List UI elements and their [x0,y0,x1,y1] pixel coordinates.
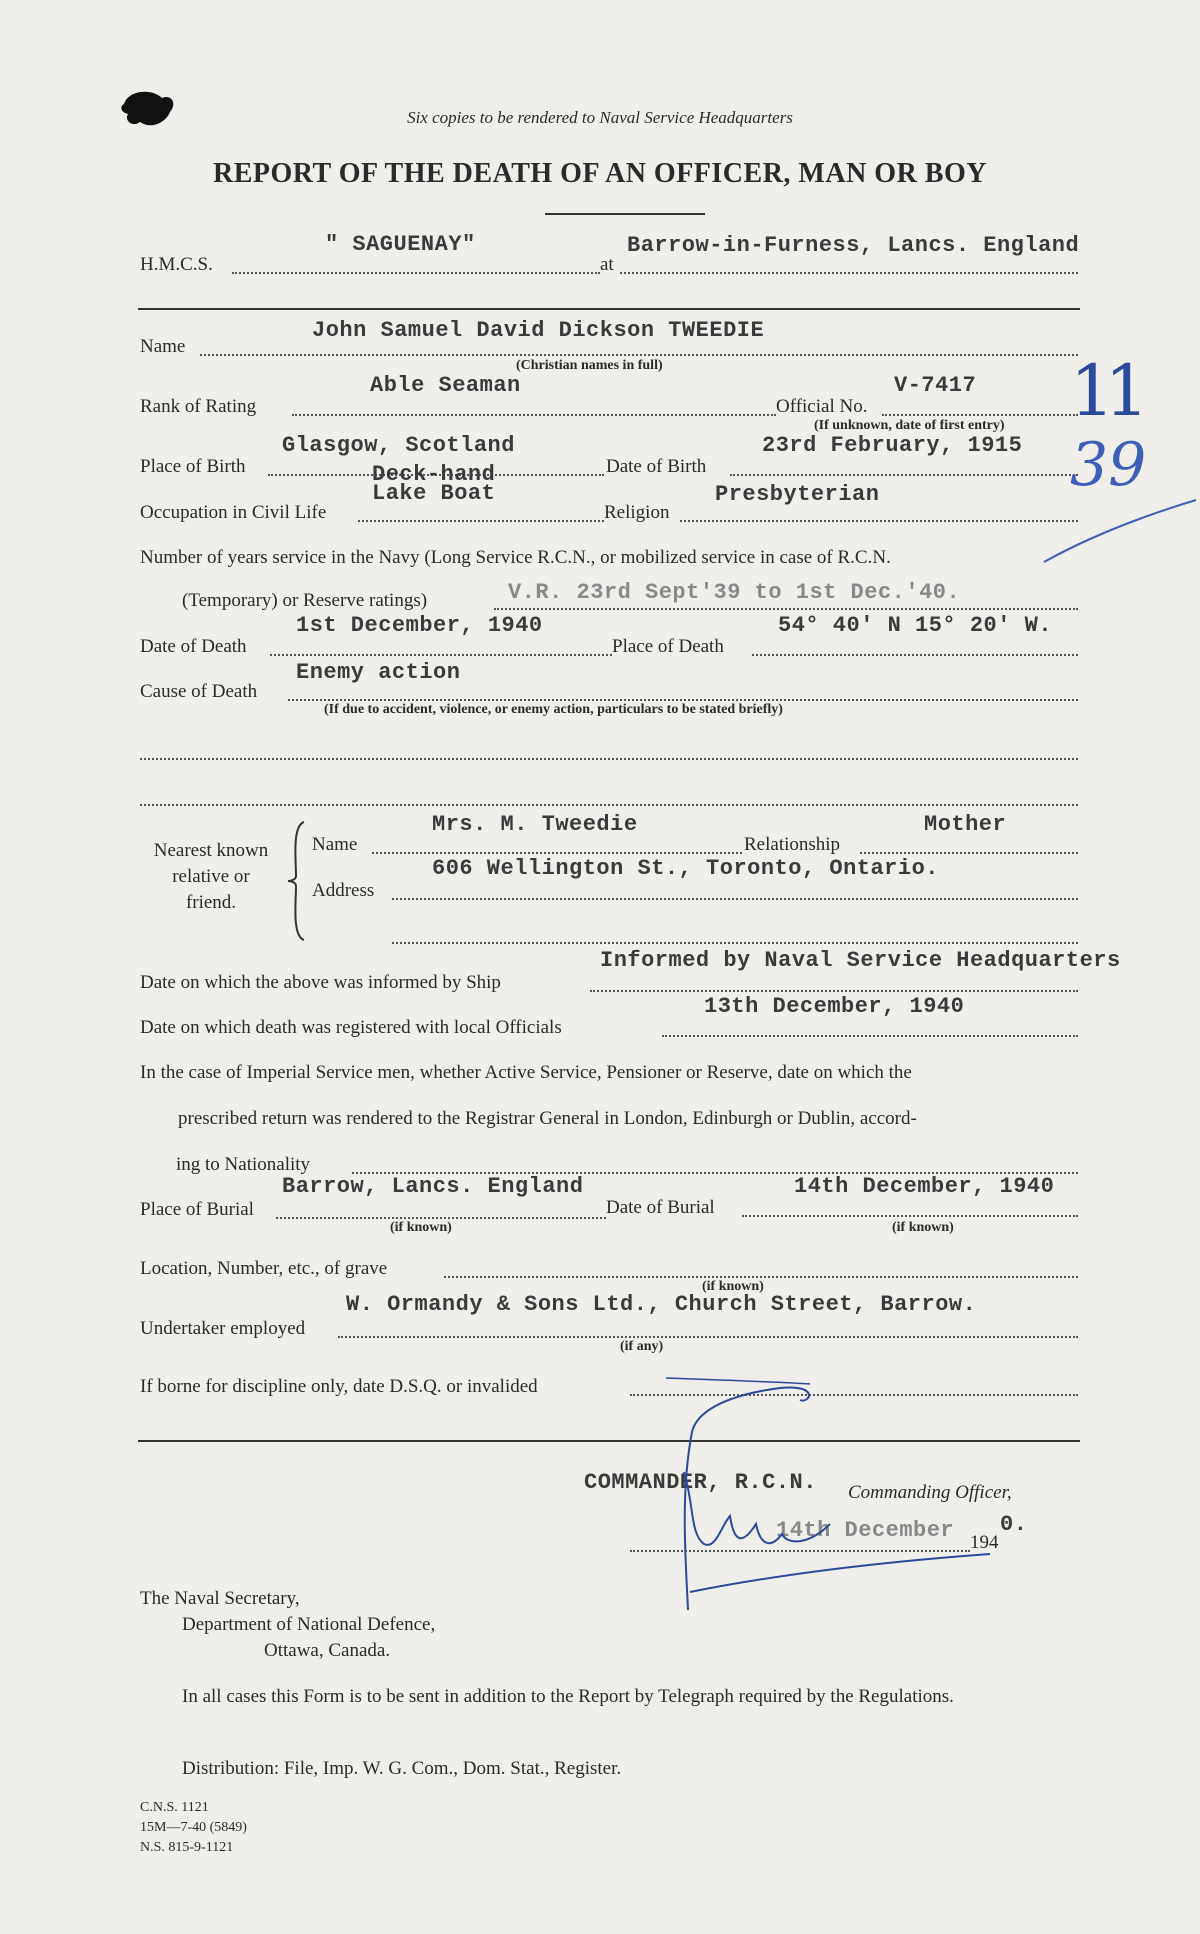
burial-place-line [276,1217,606,1219]
relative-group-label-3: friend. [185,892,237,913]
address-value: 606 Wellington St., Toronto, Ontario. [432,856,939,881]
rank-value: Able Seaman [370,373,521,398]
relative-name-label: Name [312,834,358,855]
burial-date-line [742,1215,1078,1217]
informed-line [590,990,1078,992]
cause-extra-line-2 [140,804,1078,806]
hmcs-label: H.M.C.S. [140,254,213,275]
relative-name-line [372,852,742,854]
cause-line [288,699,1078,701]
name-label: Name [140,336,186,357]
burial-date-label: Date of Burial [606,1197,715,1218]
service-value: V.R. 23rd Sept'39 to 1st Dec.'40. [508,580,961,605]
rank-line [292,414,776,416]
relationship-label: Relationship [744,834,841,855]
informed-value: Informed by Naval Service Headquarters [600,948,1121,973]
religion-value: Presbyterian [715,482,880,507]
addressee-line-3: Ottawa, Canada. [264,1640,391,1661]
occupation-line [358,520,604,522]
signature-year-prefix: 194 [970,1532,999,1553]
relationship-line [860,852,1078,854]
service-label-2: (Temporary) or Reserve ratings) [182,590,428,611]
grave-line [444,1276,1078,1278]
handwritten-mark-2: 39 [1070,430,1147,500]
death-date-line [270,654,612,656]
relative-group-label-1: Nearest known [153,840,269,861]
religion-line [680,520,1078,522]
informed-label: Date on which the above was informed by Ship [140,972,501,993]
cause-label: Cause of Death [140,681,258,702]
occupation-value-1: Deck-hand [372,462,496,487]
cause-extra-line-1 [140,758,1078,760]
cause-value: Enemy action [296,660,461,685]
service-label-1: Number of years service in the Navy (Long Service R.C.N., or mobilized service in case of R.C.N. [140,547,891,568]
occupation-value-2: Lake Boat [372,481,496,506]
official-no-label: Official No. [776,396,868,417]
address-extra-line [392,942,1078,944]
section-rule-1 [138,308,1080,310]
undertaker-note: (if any) [620,1339,664,1354]
imperial-text-1: In the case of Imperial Service men, whether Active Service, Pensioner or Reserve, date on which the [140,1062,912,1083]
address-line [392,898,1078,900]
addressee-line-2: Department of National Defence, [182,1614,436,1635]
registered-value: 13th December, 1940 [704,994,965,1019]
imperial-text-3: ing to Nationality [176,1154,311,1175]
handwritten-slash [1040,496,1200,566]
registered-label: Date on which death was registered with local Officials [140,1017,562,1038]
service-line [494,608,1078,610]
official-no-line [882,414,1078,416]
copies-note: Six copies to be rendered to Naval Service Headquarters [407,108,793,127]
signature-year-suffix: 0. [1000,1512,1028,1537]
official-no-value: V-7417 [894,373,977,398]
registered-line [662,1035,1078,1037]
religion-label: Religion [604,502,670,523]
signature-role: Commanding Officer, [848,1482,1012,1503]
burial-place-note: (if known) [390,1220,452,1235]
form-code-1: C.N.S. 1121 [140,1800,209,1815]
ship-name: " SAGUENAY" [325,232,476,257]
discipline-label: If borne for discipline only, date D.S.Q. or invalided [140,1376,538,1397]
location-value: Barrow-in-Furness, Lancs. England [627,233,1080,258]
addressee-line-1: The Naval Secretary, [140,1588,300,1609]
page-title: REPORT OF THE DEATH OF AN OFFICER, MAN OR BOY [213,158,987,189]
burial-date-value: 14th December, 1940 [794,1174,1055,1199]
grave-label: Location, Number, etc., of grave [140,1258,388,1279]
undertaker-line [338,1336,1078,1338]
relative-group-label-2: relative or [172,866,250,887]
death-date-value: 1st December, 1940 [296,613,543,638]
cause-note: (If due to accident, violence, or enemy action, particulars to be stated briefly) [324,702,783,717]
burial-place-value: Barrow, Lancs. England [282,1174,584,1199]
footer-instruction: In all cases this Form is to be sent in addition to the Report by Telegraph required by the Regulations. [182,1686,954,1707]
relative-name-value: Mrs. M. Tweedie [432,812,638,837]
birth-date-line [730,474,1078,476]
title-underline [545,213,705,215]
relationship-value: Mother [924,812,1007,837]
name-value: John Samuel David Dickson TWEEDIE [312,318,765,343]
undertaker-value: W. Ormandy & Sons Ltd., Church Street, Barrow. [346,1292,977,1317]
location-line [620,272,1078,274]
address-label: Address [312,880,375,901]
birth-date-value: 23rd February, 1915 [762,433,1023,458]
at-label: at [600,254,614,275]
occupation-label: Occupation in Civil Life [140,502,327,523]
imperial-text-2: prescribed return was rendered to the Registrar General in London, Edinburgh or Dublin, accord- [178,1108,917,1129]
birth-place-label: Place of Birth [140,456,246,477]
burial-date-note: (if known) [892,1220,954,1235]
death-place-value: 54° 40' N 15° 20' W. [778,613,1053,638]
death-place-line [752,654,1078,656]
name-line [200,354,1078,356]
undertaker-label: Undertaker employed [140,1318,306,1339]
hmcs-line [232,272,600,274]
form-code-3: N.S. 815-9-1121 [140,1840,234,1855]
birth-date-label: Date of Birth [606,456,707,477]
name-note: (Christian names in full) [516,358,663,373]
official-no-note: (If unknown, date of first entry) [814,418,1005,433]
rank-label: Rank of Rating [140,396,257,417]
footer-distribution: Distribution: File, Imp. W. G. Com., Dom. Stat., Register. [182,1758,622,1779]
relative-brace [286,820,310,942]
commanding-officer-signature [660,1374,1020,1614]
birth-place-value: Glasgow, Scotland [282,433,515,458]
grave-note: (if known) [702,1279,764,1294]
burial-place-label: Place of Burial [140,1199,254,1220]
death-place-label: Place of Death [612,636,724,657]
form-code-2: 15M—7-40 (5849) [140,1820,247,1835]
handwritten-mark-1: 11 [1070,350,1140,432]
death-date-label: Date of Death [140,636,247,657]
signature-rank: COMMANDER, R.C.N. [584,1470,817,1495]
signature-date-typed: 14th December [776,1518,955,1543]
